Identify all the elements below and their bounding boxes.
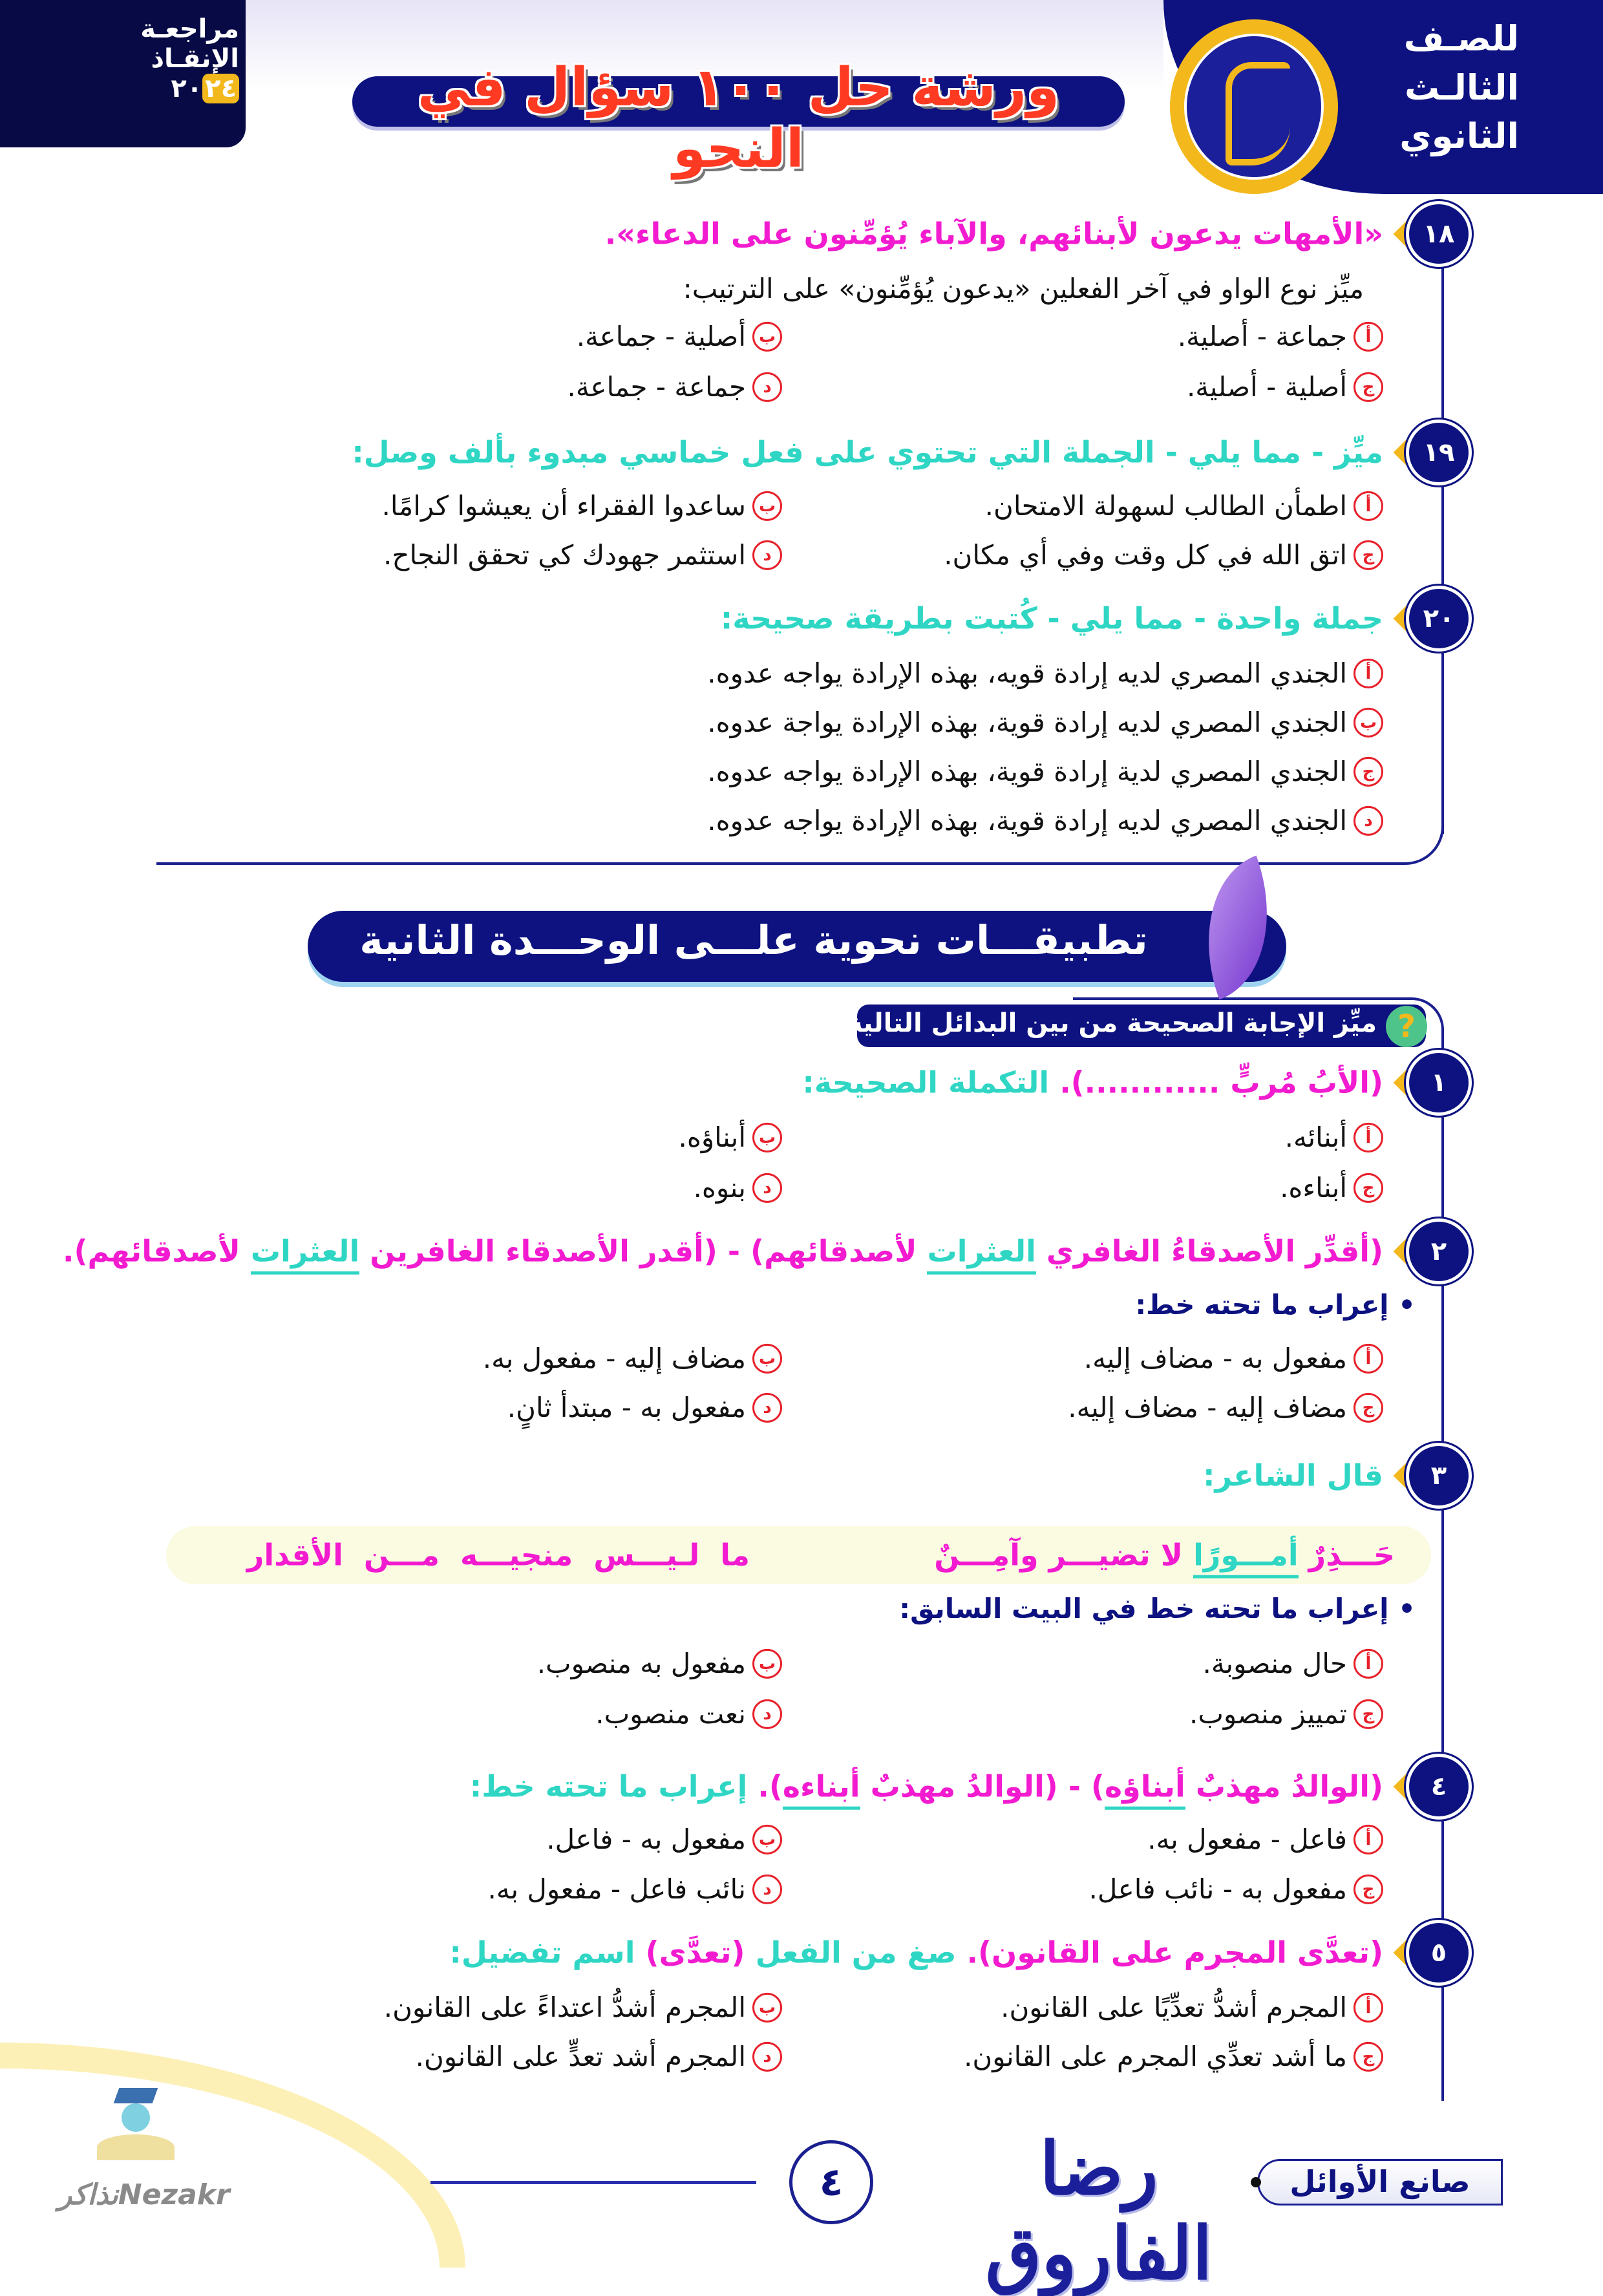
header bbox=[0, 0, 1603, 207]
option-أ[interactable] bbox=[1203, 1649, 1383, 1679]
option-letter-circle: ج bbox=[1354, 2042, 1383, 2072]
option-text: مفعول به منصوب. bbox=[536, 1647, 746, 1679]
question-prompt bbox=[63, 1235, 1383, 1268]
option-ج[interactable] bbox=[944, 540, 1383, 570]
option-د[interactable] bbox=[568, 372, 782, 402]
option-letter-circle: أ bbox=[1354, 1993, 1383, 2023]
prompt-segment: (الوالدُ مهذبٌ bbox=[1185, 1769, 1383, 1804]
option-letter-circle: أ bbox=[1354, 659, 1383, 688]
option-د[interactable] bbox=[595, 1699, 782, 1729]
option-text: بنوه. bbox=[693, 1171, 746, 1204]
option-letter-circle: د bbox=[752, 372, 782, 402]
question-number: ١٩ bbox=[1409, 423, 1469, 482]
option-letter-circle: أ bbox=[1354, 322, 1383, 352]
prompt-segment: اسم تفضيل: bbox=[449, 1935, 646, 1970]
option-text: الجندي المصري لديه إرادة قوية، بهذه الإرادة يواجة عدوه. bbox=[707, 706, 1347, 738]
prompt-segment: قال الشاعر: bbox=[1203, 1458, 1383, 1493]
option-ج[interactable] bbox=[1189, 1699, 1383, 1729]
option-text: الجندي المصري لديه إرادة قويه، بهذه الإرادة يواجه عدوه. bbox=[707, 657, 1347, 689]
question-number-badge bbox=[1408, 1445, 1470, 1507]
option-letter-circle: د bbox=[752, 2042, 782, 2072]
option-text: الجندي المصري لدية إرادة قوية، بهذه الإرادة يواجه عدوه. bbox=[707, 755, 1347, 787]
question-number: ٣ bbox=[1409, 1446, 1469, 1505]
option-letter-circle: ج bbox=[1354, 1393, 1383, 1423]
option-letter-circle: ج bbox=[1354, 1173, 1383, 1203]
option-text: اتق الله في كل وقت وفي أي مكان. bbox=[944, 538, 1347, 571]
option-ب[interactable] bbox=[577, 322, 782, 352]
option-ب[interactable] bbox=[483, 1344, 782, 1374]
question-number-badge bbox=[1408, 421, 1470, 484]
option-text: تمييز منصوب. bbox=[1189, 1697, 1347, 1730]
option-letter-circle: د bbox=[752, 1875, 782, 1904]
option-text: أصلية - أصلية. bbox=[1186, 370, 1347, 403]
option-text: مضاف إليه - مفعول به. bbox=[482, 1342, 746, 1374]
logo-calligraphy-icon bbox=[1226, 62, 1290, 165]
prompt-segment: «الأمهات يدعون لأبنائهم، والآباء يُؤمِّنون على الدعاء». bbox=[604, 216, 1383, 251]
review-year bbox=[140, 74, 239, 103]
option-text: مفعول به - مضاف إليه. bbox=[1083, 1342, 1347, 1374]
option-أ[interactable] bbox=[985, 491, 1383, 521]
option-د[interactable] bbox=[488, 1875, 783, 1904]
question-number-badge bbox=[1408, 588, 1470, 650]
option-ج[interactable] bbox=[707, 757, 1383, 787]
option-د[interactable] bbox=[416, 2042, 782, 2072]
verse-first-hemistich bbox=[934, 1539, 1395, 1572]
prompt-segment: لأصدقائهم). bbox=[62, 1233, 251, 1269]
option-أ[interactable] bbox=[1285, 1123, 1383, 1153]
option-text: اطمأن الطالب لسهولة الامتحان. bbox=[984, 489, 1347, 522]
option-letter-circle: د bbox=[752, 1699, 782, 1729]
graduate-book-icon bbox=[97, 2088, 175, 2172]
question-number-badge bbox=[1408, 1756, 1470, 1818]
question-mark-icon: ? bbox=[1386, 1006, 1427, 1047]
option-letter-circle: ب bbox=[752, 1825, 782, 1855]
prompt-segment: ) - (الوالدُ مهذبٌ bbox=[860, 1769, 1105, 1804]
option-letter-circle: ب bbox=[752, 1123, 782, 1153]
option-text: نعت منصوب. bbox=[595, 1697, 746, 1730]
question-prompt bbox=[1203, 1460, 1383, 1493]
slogan: صانع الأوائل bbox=[1290, 2164, 1470, 2199]
footer-line bbox=[430, 2181, 756, 2184]
option-letter-circle: أ bbox=[1354, 1649, 1383, 1679]
option-letter-circle: ج bbox=[1354, 757, 1383, 787]
verse-second-hemistich bbox=[247, 1539, 750, 1572]
option-letter-circle: ب bbox=[752, 322, 782, 352]
option-أ[interactable] bbox=[1178, 322, 1383, 352]
option-أ[interactable] bbox=[707, 659, 1383, 688]
year-highlight: ٢٤ bbox=[202, 74, 239, 103]
separator-line bbox=[156, 862, 1397, 865]
question-number-badge bbox=[1408, 1052, 1470, 1114]
option-text: مفعول به - مبتدأ ثانٍ. bbox=[507, 1391, 746, 1423]
option-ج[interactable] bbox=[1187, 372, 1383, 402]
option-letter-circle: أ bbox=[1354, 1123, 1383, 1153]
page-title: ورشة حل ١٠٠ سؤال في النحو bbox=[417, 57, 1060, 180]
option-text: المجرم أشدُّ اعتداءً على القانون. bbox=[383, 1991, 746, 2023]
option-أ[interactable] bbox=[1147, 1825, 1383, 1855]
option-د[interactable] bbox=[707, 806, 1383, 836]
underlined-word: أمـــورًا bbox=[1193, 1538, 1299, 1578]
question-instruction: ميِّز نوع الواو في آخر الفعلين «يدعون يُؤمِّنون» على الترتيب: bbox=[683, 272, 1364, 304]
option-letter-circle: ب bbox=[1354, 708, 1383, 738]
option-letter-circle: ج bbox=[1354, 1699, 1383, 1729]
option-text: الجندي المصري لديه إرادة قوية، بهذه الإرادة يواجه عدوه. bbox=[707, 804, 1347, 836]
question-number-badge bbox=[1408, 203, 1470, 265]
option-ب[interactable] bbox=[537, 1649, 782, 1679]
option-text: جماعة - جماعة. bbox=[567, 370, 746, 403]
grade-line-2: الثالـث bbox=[1404, 67, 1519, 108]
prompt-segment: لا تضيـــر وآمِـــنٌ bbox=[934, 1537, 1194, 1573]
option-ب[interactable] bbox=[382, 491, 782, 521]
prompt-segment: حَـــذِرٌ bbox=[1298, 1537, 1395, 1573]
review-line-1: مراجعـة bbox=[140, 14, 239, 44]
option-letter-circle: د bbox=[752, 540, 782, 570]
prompt-segment: صغ من الفعل bbox=[745, 1935, 967, 1970]
option-text: مضاف إليه - مضاف إليه. bbox=[1068, 1391, 1347, 1423]
option-text: مفعول به - فاعل. bbox=[546, 1823, 746, 1855]
question-prompt bbox=[470, 1770, 1383, 1803]
option-د[interactable] bbox=[507, 1393, 782, 1423]
brand-name: رضا الفاروق bbox=[985, 2127, 1213, 2296]
question-prompt bbox=[721, 602, 1383, 635]
option-text: ما أشد تعدِّي المجرم على القانون. bbox=[964, 2040, 1347, 2072]
bullet-instruction: • إعراب ما تحته خط في البيت السابق: bbox=[899, 1592, 1416, 1624]
option-letter-circle: د bbox=[1354, 806, 1383, 836]
option-text: أبناءه. bbox=[1280, 1171, 1347, 1204]
grade-label bbox=[1399, 14, 1519, 161]
option-letter-circle: ب bbox=[752, 1649, 782, 1679]
prompt-segment: التكملة الصحيحة: bbox=[802, 1065, 1060, 1100]
prompt-segment: (تعدَّى المجرم على القانون). bbox=[966, 1935, 1383, 1970]
prompt-segment: ما لـيـــس منجيـــه مـــن الأقدار bbox=[246, 1537, 750, 1573]
prompt-segment: جملة واحدة - مما يلي - كُتبت بطريقة صحيحة: bbox=[720, 601, 1383, 636]
option-text: مفعول به - نائب فاعل. bbox=[1088, 1873, 1347, 1905]
section-banner-title: تطبيقـــات نحوية علـــى الوحـــدة الثانية bbox=[359, 917, 1148, 964]
underlined-word: أبناؤه bbox=[1105, 1769, 1185, 1810]
prompt-segment: (تعدَّى) bbox=[645, 1935, 745, 1970]
underlined-word: العثرات bbox=[927, 1234, 1035, 1275]
review-label bbox=[140, 14, 239, 103]
question-prompt bbox=[450, 1937, 1383, 1970]
prompt-segment: (الأبُ مُربٍّ ............). bbox=[1059, 1065, 1383, 1100]
option-letter-circle: ج bbox=[1354, 540, 1383, 570]
option-أ[interactable] bbox=[1084, 1344, 1383, 1374]
grade-line-3: الثانوي bbox=[1399, 116, 1519, 157]
grade-line-1: للصـف bbox=[1403, 18, 1519, 59]
option-ب[interactable] bbox=[707, 708, 1383, 738]
year-prefix: ٢٠ bbox=[171, 74, 203, 103]
option-text: أبنائه. bbox=[1284, 1121, 1347, 1153]
question-number-badge bbox=[1408, 1922, 1470, 1984]
option-letter-circle: أ bbox=[1354, 491, 1383, 521]
prompt-segment: ). bbox=[758, 1769, 783, 1804]
review-line-2: الإنقـاذ bbox=[151, 44, 239, 74]
logo bbox=[1170, 19, 1338, 194]
option-letter-circle: د bbox=[752, 1393, 782, 1423]
option-ج[interactable] bbox=[964, 2042, 1383, 2072]
question-number: ٢ bbox=[1409, 1222, 1469, 1281]
option-ب[interactable] bbox=[384, 1993, 782, 2023]
option-text: أصلية - جماعة. bbox=[576, 320, 746, 352]
option-ج[interactable] bbox=[1089, 1875, 1384, 1904]
prompt-segment: (أقدِّر الأصدقاءُ الغافري bbox=[1035, 1233, 1383, 1269]
question-number: ٥ bbox=[1409, 1923, 1469, 1982]
question-prompt bbox=[352, 436, 1383, 469]
option-letter-circle: ب bbox=[752, 1344, 782, 1374]
option-text: ساعدوا الفقراء أن يعيشوا كرامًا. bbox=[381, 489, 746, 522]
option-ج[interactable] bbox=[1068, 1393, 1383, 1423]
question-number-badge bbox=[1408, 1220, 1470, 1282]
question-number: ١ bbox=[1409, 1053, 1469, 1112]
page-number: ٤ bbox=[789, 2140, 873, 2224]
option-letter-circle: د bbox=[752, 1173, 782, 1203]
instruction-text: ميِّز الإجابة الصحيحة من بين البدائل التالية: bbox=[837, 1008, 1377, 1038]
option-text: المجرم أشد تعدٍّ على القانون. bbox=[415, 2040, 746, 2072]
watermark-text: نذاكرNezakr bbox=[58, 2178, 230, 2211]
option-letter-circle: ب bbox=[752, 1993, 782, 2023]
option-text: استثمر جهودك كي تحقق النجاح. bbox=[383, 538, 746, 571]
option-text: فاعل - مفعول به. bbox=[1147, 1823, 1347, 1855]
option-letter-circle: ب bbox=[752, 491, 782, 521]
option-text: نائب فاعل - مفعول به. bbox=[487, 1873, 746, 1905]
prompt-segment: لأصدقائهم) - (أقدر الأصدقاء الغافرين bbox=[359, 1233, 928, 1269]
question-prompt bbox=[605, 218, 1383, 251]
question-number: ١٨ bbox=[1409, 204, 1469, 264]
option-د[interactable] bbox=[383, 540, 782, 570]
option-text: المجرم أشدُّ تعدِّيًا على القانون. bbox=[1001, 1991, 1347, 2023]
question-number: ٤ bbox=[1409, 1757, 1469, 1816]
option-أ[interactable] bbox=[1001, 1993, 1383, 2023]
part1-frame-corner bbox=[1390, 795, 1444, 865]
question-number: ٢٠ bbox=[1409, 589, 1469, 648]
slogan-dot bbox=[1251, 2177, 1261, 2187]
underlined-word: أبناءه bbox=[783, 1769, 860, 1810]
option-letter-circle: أ bbox=[1354, 1825, 1383, 1855]
prompt-segment: ميِّز - مما يلي - الجملة التي تحتوي على فعل خماسي مبدوء بألف وصل: bbox=[352, 434, 1383, 470]
underlined-word: العثرات bbox=[251, 1234, 359, 1275]
prompt-segment: إعراب ما تحته خط: bbox=[469, 1769, 758, 1804]
question-prompt bbox=[802, 1067, 1383, 1100]
option-letter-circle: أ bbox=[1354, 1344, 1383, 1374]
watermark-arc bbox=[0, 2043, 465, 2268]
option-text: أبناؤه. bbox=[678, 1121, 746, 1153]
option-letter-circle: ج bbox=[1354, 1875, 1383, 1904]
option-د[interactable] bbox=[694, 1173, 782, 1203]
bullet-instruction: • إعراب ما تحته خط: bbox=[1135, 1288, 1416, 1321]
logo-inner bbox=[1184, 34, 1324, 180]
option-ب[interactable] bbox=[679, 1123, 782, 1153]
option-text: حال منصوبة. bbox=[1202, 1647, 1347, 1679]
part1-frame-line bbox=[1441, 213, 1444, 834]
option-text: جماعة - أصلية. bbox=[1177, 320, 1347, 352]
option-letter-circle: ج bbox=[1354, 372, 1383, 402]
option-ب[interactable] bbox=[546, 1825, 782, 1855]
option-ج[interactable] bbox=[1280, 1173, 1383, 1203]
